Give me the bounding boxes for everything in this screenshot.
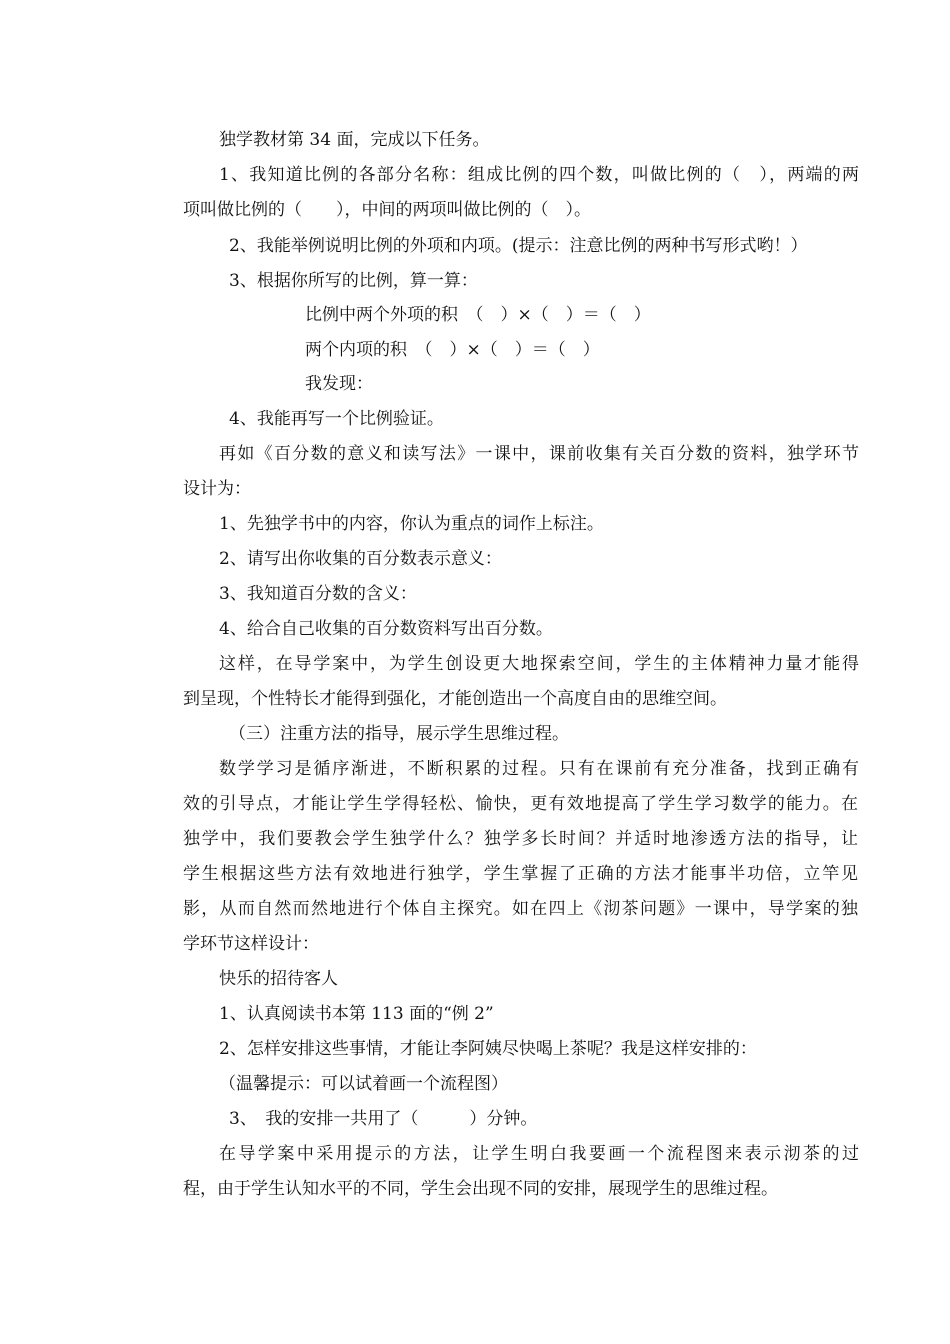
text-line: 这样，在导学案中，为学生创设更大地探索空间，学生的主体精神力量才能得: [219, 654, 859, 674]
text-line: 比例中两个外项的积 （ ）×（ ）＝（ ）: [305, 305, 651, 325]
text-line: 两个内项的积 （ ）×（ ）＝（ ）: [305, 340, 600, 360]
text-line: 效的引导点，才能让学生学得轻松、愉快，更有效地提高了学生学习数学的能力。在: [183, 794, 858, 814]
text-line: 学生根据这些方法有效地进行独学，学生掌握了正确的方法才能事半功倍，立竿见: [183, 864, 858, 884]
text-line: 1、我知道比例的各部分名称：组成比例的四个数，叫做比例的（ ），两端的两: [219, 165, 859, 185]
text-line: （温馨提示：可以试着画一个流程图）: [219, 1074, 508, 1094]
text-line: 1、先独学书中的内容，你认为重点的词作上标注。: [219, 514, 604, 534]
text-line: 2、请写出你收集的百分数表示意义：: [219, 549, 502, 569]
text-line: 我发现：: [305, 374, 373, 394]
text-line: 4、给合自己收集的百分数资料写出百分数。: [219, 619, 553, 639]
text-line: 2、我能举例说明比例的外项和内项。(提示：注意比例的两种书写形式哟！）: [229, 236, 808, 256]
text-line: 独学教材第 34 面，完成以下任务。: [219, 130, 490, 150]
text-line: 3、我知道百分数的含义：: [219, 584, 417, 604]
text-line: 再如《百分数的意义和读写法》一课中，课前收集有关百分数的资料，独学环节: [219, 444, 859, 464]
text-line: 3、 我的安排一共用了（ ）分钟。: [229, 1109, 538, 1129]
text-line: 2、怎样安排这些事情，才能让李阿姨尽快喝上茶呢？我是这样安排的：: [219, 1039, 757, 1059]
text-line: 设计为：: [183, 479, 251, 499]
text-line: 4、我能再写一个比例验证。: [229, 409, 444, 429]
text-line: 项叫做比例的（ ），中间的两项叫做比例的（ ）。: [183, 200, 591, 220]
text-line: 3、根据你所写的比例，算一算：: [229, 271, 478, 291]
text-line: 数学学习是循序渐进，不断积累的过程。只有在课前有充分准备，找到正确有: [219, 759, 859, 779]
text-line: 学环节这样设计：: [183, 934, 319, 954]
text-line: 独学中，我们要教会学生独学什么？独学多长时间？并适时地渗透方法的指导，让: [183, 829, 858, 849]
text-line: 快乐的招待客人: [219, 969, 338, 989]
text-line: 1、认真阅读书本第 113 面的“例 2”: [219, 1004, 494, 1024]
text-line: 影，从而自然而然地进行个体自主探究。如在四上《沏茶问题》一课中，导学案的独: [183, 899, 858, 919]
text-line: 在导学案中采用提示的方法，让学生明白我要画一个流程图来表示沏茶的过: [219, 1144, 859, 1164]
text-line: 程，由于学生认知水平的不同，学生会出现不同的安排，展现学生的思维过程。: [183, 1179, 778, 1199]
section-heading: （三）注重方法的指导，展示学生思维过程。: [229, 724, 569, 744]
text-line: 到呈现，个性特长才能得到强化，才能创造出一个高度自由的思维空间。: [183, 689, 727, 709]
